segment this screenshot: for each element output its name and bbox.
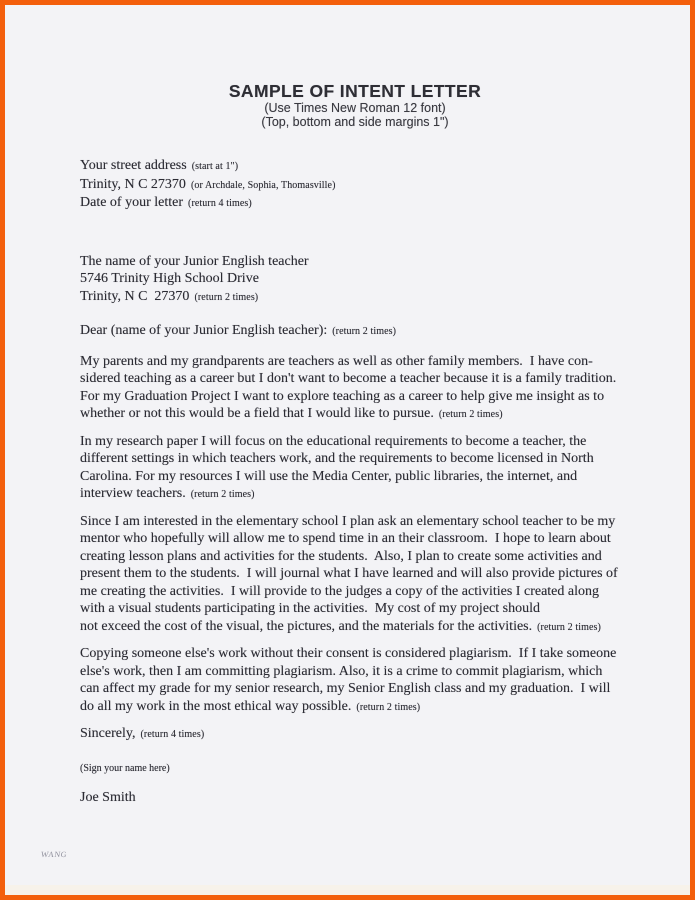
sender-date-note: (return 4 times) (188, 198, 252, 209)
paragraph-mentor (80, 513, 630, 637)
paragraph-note: (return 2 times) (190, 489, 255, 500)
paragraph-line: me creating the activities. I will provide to the judges a copy of the activities I created along (80, 583, 599, 599)
sender-date-line (80, 194, 630, 213)
sender-address-block (80, 157, 630, 213)
font-instruction: (Use Times New Roman 12 font) (264, 101, 446, 115)
salutation-note: (return 2 times) (332, 326, 397, 337)
watermark: WANG (40, 850, 68, 859)
paragraph-line: In my research paper I will focus on the educational requirements to become a teacher, the (80, 433, 587, 449)
recipient-address-block (80, 253, 630, 307)
paragraph-line: For my Graduation Project I want to explore teaching as a career to help give me insight as to (80, 388, 605, 404)
paragraph-note: (return 2 times) (537, 621, 601, 633)
sender-city-line (80, 176, 630, 195)
letter-header (80, 82, 630, 129)
paragraph-line: can affect my grade for my senior research, my Senior English class and my graduation. I will (80, 681, 611, 696)
paragraph-line: mentor who hopefully will allow me to spend time in an their classroom. I hope to learn about (80, 531, 611, 546)
paragraph-note: (return 2 times) (438, 409, 503, 420)
sender-street-text: Your street address (80, 158, 187, 173)
closing-text: Sincerely, (80, 726, 136, 741)
paragraph-line: else's work, then I am committing plagiarism. Also, it is a crime to commit plagiarism, which (80, 663, 603, 679)
recipient-city-text: Trinity, N C 27370 (80, 288, 190, 304)
margin-instruction: (Top, bottom and side margins 1") (261, 115, 449, 129)
paragraph-plagiarism (80, 645, 630, 716)
paragraph-research (80, 433, 630, 504)
paragraph-line: present them to the students. I will journal what I have learned and will also provide pictures of (80, 566, 618, 581)
paragraph-line: Since I am interested in the elementary school I plan ask an elementary school teacher to be my (80, 513, 616, 529)
recipient-street-text: 5746 Trinity High School Drive (80, 271, 259, 286)
paragraph-note: (return 2 times) (356, 701, 421, 713)
recipient-name-text: The name of your Junior English teacher (80, 253, 309, 269)
paragraph-line: with a visual students participating in the activities. My cost of my project should (80, 601, 540, 616)
salutation-text: Dear (name of your Junior English teacher): (80, 323, 328, 338)
page-title: SAMPLE OF INTENT LETTER (228, 81, 482, 101)
sender-city-note: (or Archdale, Sophia, Thomasville) (190, 179, 336, 191)
paragraph-family (80, 353, 630, 424)
paragraph-line: Carolina. For my resources I will use the Media Center, public libraries, the internet, and (80, 468, 578, 484)
paragraph-line: not exceed the cost of the visual, the pictures, and the materials for the activities. (return 2 times) (80, 618, 601, 634)
paragraph-line: interview teachers. (return 2 times) (80, 486, 255, 501)
sender-street-line (80, 157, 630, 176)
paragraph-line: whether or not this would be a field that I would like to pursue. (return 2 times) (80, 406, 503, 421)
recipient-name-line (80, 253, 630, 271)
salutation-line (80, 322, 630, 341)
sender-street-note: (start at 1") (191, 161, 239, 172)
paragraph-line: My parents and my grandparents are teachers as well as other family members. I have con- (80, 353, 593, 369)
closing-note: (return 4 times) (140, 729, 205, 740)
sender-date-text: Date of your letter (80, 195, 184, 210)
recipient-city-note: (return 2 times) (194, 291, 259, 303)
recipient-street-line (80, 270, 630, 288)
recipient-city-line (80, 288, 630, 307)
closing-line (80, 725, 630, 744)
signature-name: Joe Smith (80, 789, 136, 805)
letter-content (5, 5, 690, 806)
paragraph-line: different settings in which teachers work, and the requirements to become licensed in North (80, 451, 594, 466)
paragraph-line: creating lesson plans and activities for the students. Also, I plan to create some activities and (80, 548, 602, 564)
paragraph-line: Copying someone else's work without their consent is considered plagiarism. If I take someone (80, 646, 617, 661)
signature-hint: (Sign your name here) (80, 762, 170, 774)
paragraph-line: do all my work in the most ethical way possible. (return 2 times) (80, 698, 421, 714)
paragraph-line: sidered teaching as a career but I don't want to become a teacher because it is a family tradition. (80, 371, 617, 386)
sender-city-text: Trinity, N C 27370 (80, 176, 186, 192)
